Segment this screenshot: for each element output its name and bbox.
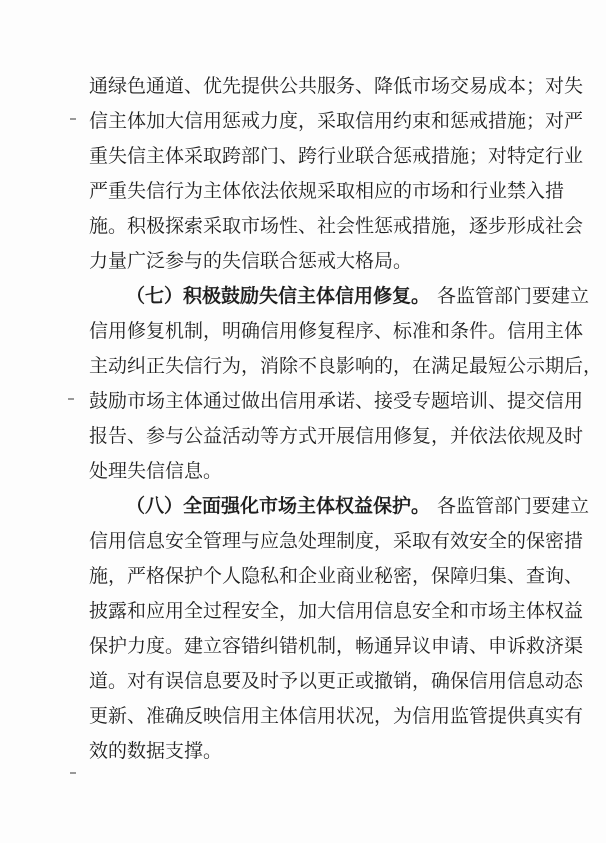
line-text: 信主体加大信用惩戒力度，采取信用约束和惩戒措施；对严 xyxy=(89,110,584,132)
paragraph-line xyxy=(0,556,606,596)
paragraph-line xyxy=(0,661,606,701)
line-text: 施。积极探索采取市场性、社会性惩戒措施，逐步形成社会 xyxy=(89,215,584,237)
line-text: 通绿色通道、优先提供公共服务、降低市场交易成本；对失 xyxy=(89,75,584,97)
line-text: 保护力度。建立容错纠错机制，畅通异议申请、申诉救济渠 xyxy=(89,635,584,657)
line-text: 严重失信行为主体依法依规采取相应的市场和行业禁入措 xyxy=(89,180,565,202)
line-text: 力量广泛参与的失信联合惩戒大格局。 xyxy=(89,250,413,272)
line-text: 信用信息安全管理与应急处理制度，采取有效安全的保密措 xyxy=(89,530,584,552)
line-text: 更新、准确反映信用主体信用状况，为信用监管提供真实有 xyxy=(89,705,584,727)
line-text: 处理失信信息。 xyxy=(89,460,223,482)
section-8-lead: 各监管部门要建立 xyxy=(437,495,590,517)
paragraph-line xyxy=(0,381,606,421)
paragraph-line xyxy=(0,626,606,666)
paragraph-line xyxy=(0,311,606,351)
paragraph-line xyxy=(0,451,606,491)
line-text: 报告、参与公益活动等方式开展信用修复，并依法依规及时 xyxy=(89,425,584,447)
section-7-first-line xyxy=(0,276,606,316)
section-8-first-line xyxy=(0,486,606,526)
paragraph-line xyxy=(0,521,606,561)
paragraph-line xyxy=(0,416,606,456)
line-text: 主动纠正失信行为，消除不良影响的，在满足最短公示期后， xyxy=(89,355,603,377)
paragraph-line xyxy=(0,206,606,246)
scan-speck xyxy=(70,772,76,774)
paragraph-line xyxy=(0,171,606,211)
paragraph-line xyxy=(0,241,606,281)
line-text: 施，严格保护个人隐私和企业商业秘密，保障归集、查询、 xyxy=(89,565,584,587)
paragraph-line xyxy=(0,66,606,106)
paragraph-line xyxy=(0,591,606,631)
section-7-heading: （七）积极鼓励失信主体信用修复。 xyxy=(126,285,431,307)
paragraph-line xyxy=(0,696,606,736)
paragraph-line xyxy=(0,101,606,141)
line-text: 重失信主体采取跨部门、跨行业联合惩戒措施；对特定行业 xyxy=(89,145,584,167)
paragraph-line xyxy=(0,136,606,176)
line-text: 道。对有误信息要及时予以更正或撤销，确保信用信息动态 xyxy=(89,670,584,692)
line-text: 鼓励市场主体通过做出信用承诺、接受专题培训、提交信用 xyxy=(89,390,584,412)
paragraph-line xyxy=(0,731,606,771)
line-text: 信用修复机制，明确信用修复程序、标准和条件。信用主体 xyxy=(89,320,584,342)
section-7-lead: 各监管部门要建立 xyxy=(437,285,590,307)
line-text: 披露和应用全过程安全，加大信用信息安全和市场主体权益 xyxy=(89,600,584,622)
line-text: 效的数据支撑。 xyxy=(89,740,223,762)
paragraph-line xyxy=(0,346,606,386)
section-8-heading: （八）全面强化市场主体权益保护。 xyxy=(126,495,431,517)
